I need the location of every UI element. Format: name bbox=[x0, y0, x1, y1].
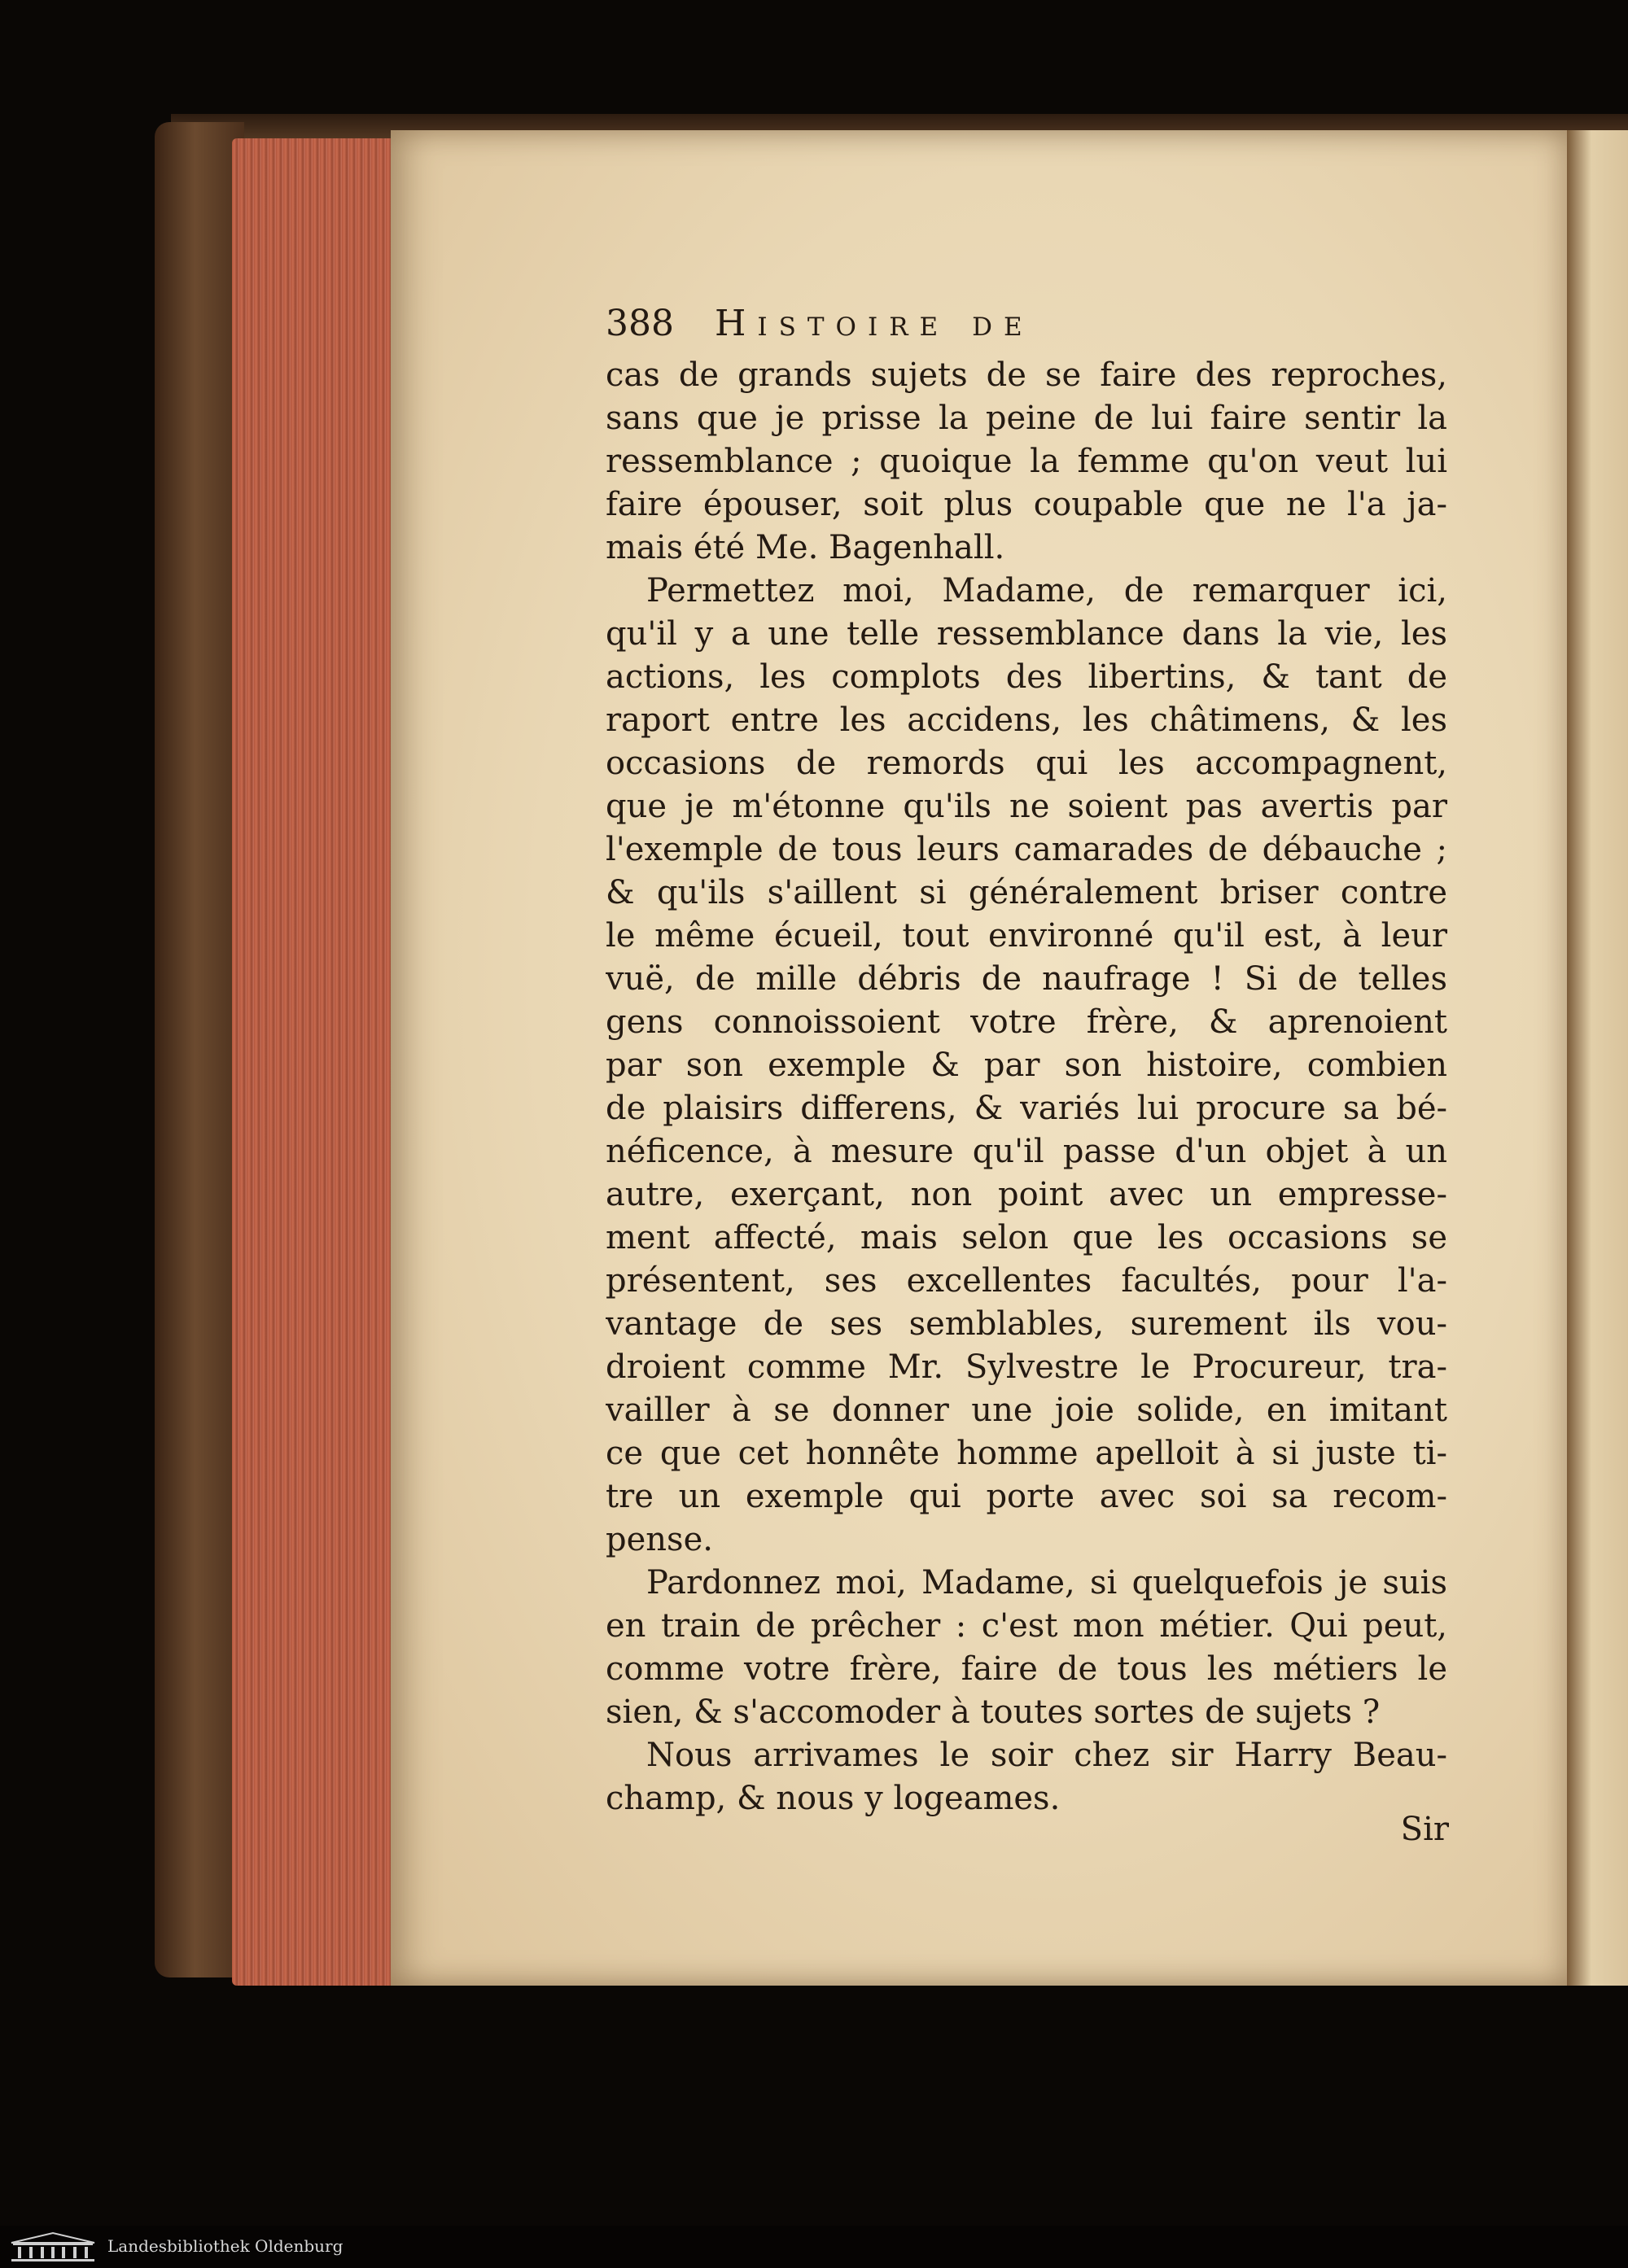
text-line: cas de grands sujets de se faire des reproches, bbox=[606, 356, 1447, 394]
text-line: vuë, de mille débris de naufrage ! Si de telles bbox=[606, 960, 1447, 998]
text-line: ressemblance ; quoique la femme qu'on veut lui bbox=[606, 443, 1447, 480]
text-line: droient comme Mr. Sylvestre le Procureur, tra- bbox=[606, 1348, 1447, 1386]
text-line: sien, & s'accomoder à toutes sortes de sujets ? bbox=[606, 1693, 1381, 1731]
text-line: & qu'ils s'aillent si généralement briser contre bbox=[606, 874, 1447, 911]
text-line: autre, exerçant, non point avec un empresse- bbox=[606, 1176, 1447, 1213]
text-line: qu'il y a une telle ressemblance dans la vie, les bbox=[606, 615, 1447, 653]
text-line: en train de prêcher : c'est mon métier. Qui peut, bbox=[606, 1607, 1447, 1645]
text-line: tre un exemple qui porte avec soi sa recom- bbox=[606, 1478, 1447, 1515]
text-line: raport entre les accidens, les châtimens, & les bbox=[606, 701, 1447, 739]
text-line: faire épouser, soit plus coupable que ne l'a ja- bbox=[606, 486, 1447, 523]
running-title: Histoire de bbox=[715, 303, 1034, 344]
facing-page-edge bbox=[1567, 130, 1628, 1986]
text-line: sans que je prisse la peine de lui faire sentir la bbox=[606, 400, 1447, 437]
text-line: comme votre frère, faire de tous les métiers le bbox=[606, 1650, 1447, 1688]
text-line: de plaisirs differens, & variés lui procure sa bé- bbox=[606, 1090, 1447, 1127]
text-line: ce que cet honnête homme apelloit à si juste ti- bbox=[606, 1435, 1447, 1472]
library-name: Landesbibliothek Oldenburg bbox=[107, 2236, 344, 2256]
text-line: Nous arrivames le soir chez sir Harry Beau- bbox=[646, 1737, 1447, 1774]
text-line: néficence, à mesure qu'il passe d'un objet à un bbox=[606, 1133, 1447, 1170]
text-line: champ, & nous y logeames. bbox=[606, 1780, 1061, 1817]
text-line: gens connoissoient votre frère, & aprenoient bbox=[606, 1003, 1447, 1041]
catchword: Sir bbox=[1400, 1811, 1449, 1848]
text-line: le même écueil, tout environné qu'il est, à leur bbox=[606, 917, 1447, 955]
text-line: occasions de remords qui les accompagnent, bbox=[606, 745, 1447, 782]
text-line: actions, les complots des libertins, & tant de bbox=[606, 658, 1447, 696]
page-edges bbox=[232, 138, 395, 1986]
text-line: l'exemple de tous leurs camarades de débauche ; bbox=[606, 831, 1447, 868]
text-line: pense. bbox=[606, 1521, 713, 1558]
text-line: par son exemple & par son histoire, combien bbox=[606, 1047, 1447, 1084]
page-number: 388 bbox=[606, 303, 674, 344]
running-head bbox=[606, 303, 1257, 352]
text-line: Permettez moi, Madame, de remarquer ici, bbox=[646, 572, 1447, 610]
text-line: vailler à se donner une joie solide, en imitant bbox=[606, 1392, 1447, 1429]
text-line: présentent, ses excellentes facultés, pour l'a- bbox=[606, 1262, 1447, 1300]
text-line: que je m'étonne qu'ils ne soient pas avertis par bbox=[606, 788, 1447, 825]
text-line: mais été Me. Bagenhall. bbox=[606, 529, 1005, 566]
library-building-icon bbox=[8, 2231, 98, 2262]
text-line: vantage de ses semblables, surement ils vou- bbox=[606, 1305, 1447, 1343]
text-line: Pardonnez moi, Madame, si quelquefois je suis bbox=[646, 1564, 1447, 1602]
text-line: ment affecté, mais selon que les occasions se bbox=[606, 1219, 1447, 1256]
body-text bbox=[606, 354, 1447, 1820]
book-cover-spine bbox=[155, 122, 244, 1977]
